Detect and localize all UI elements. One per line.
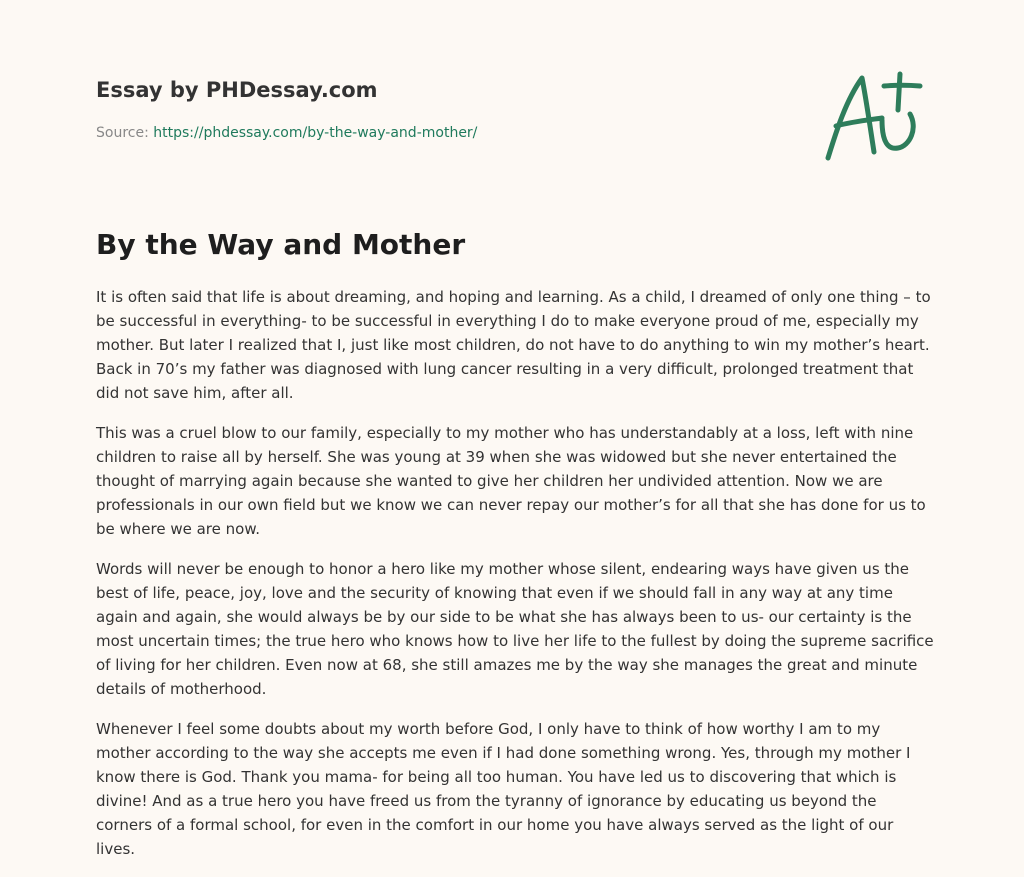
brand-title: Essay by PHDessay.com bbox=[96, 78, 378, 102]
source-link[interactable]: https://phdessay.com/by-the-way-and-mother/ bbox=[153, 125, 478, 141]
essay-body bbox=[96, 285, 936, 877]
essay-paragraph: Words will never be enough to honor a hero like my mother whose silent, endearing ways have given us the best of life, peace, joy, love and the security of knowing that even if we should fall in any way at any time again and again, she would always be by our side to be what she has always been to us- our certainty is the most uncertain times; the true hero who knows how to live her life to the fullest by doing the supreme sacrifice of living for her children. Even now at 68, she still amazes me by the way she manages the great and minute details of motherhood. bbox=[96, 560, 934, 698]
essay-paragraph: Whenever I feel some doubts about my worth before God, I only have to think of how worthy I am to my mother according to the way she accepts me even if I had done something wrong. Yes, through my mother I know there is God. Thank you mama- for being all too human. You have led us to discovering that which is divine! And as a true hero you have freed us from the tyranny of ignorance by educating us beyond the corners of a formal school, for even in the comfort in our home you have always served as the light of our lives. bbox=[96, 720, 911, 858]
essay-paragraph: This was a cruel blow to our family, especially to my mother who has understandably at a loss, left with nine children to raise all by herself. She was young at 39 when she was widowed but she never entertained the thought of marrying again because she wanted to give her children her undivided attention. Now we are professionals in our own field but we know we can never repay our mother’s for all that she has done for us to be where we are now. bbox=[96, 424, 926, 538]
a-plus-logo-icon bbox=[818, 66, 928, 166]
source-line bbox=[96, 124, 796, 142]
source-label: Source: bbox=[96, 125, 149, 141]
page-header bbox=[96, 76, 796, 142]
essay-title: By the Way and Mother bbox=[96, 228, 466, 261]
essay-paragraph: It is often said that life is about dreaming, and hoping and learning. As a child, I dreamed of only one thing – to be successful in everything- to be successful in everything I do to make everyone proud of me, especially my mother. But later I realized that I, just like most children, do not have to do anything to win my mother’s heart. Back in 70’s my father was diagnosed with lung cancer resulting in a very difficult, prolonged treatment that did not save him, after all. bbox=[96, 288, 931, 402]
